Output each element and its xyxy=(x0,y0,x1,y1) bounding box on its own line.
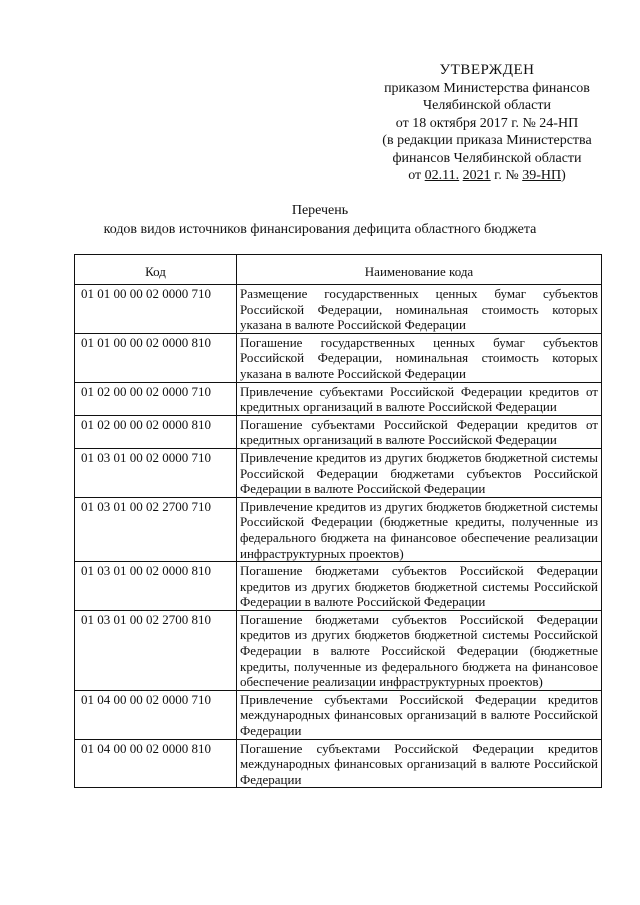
approval-amendment-year: 2021 xyxy=(462,168,491,183)
row-code: 01 02 00 00 02 0000 810 xyxy=(75,415,237,448)
approval-block xyxy=(362,62,612,185)
row-code: 01 03 01 00 02 2700 710 xyxy=(75,497,237,561)
approval-line-6-suffix: ) xyxy=(561,168,566,183)
table-row xyxy=(75,448,602,497)
row-code: 01 01 00 00 02 0000 710 xyxy=(75,285,237,334)
row-code: 01 03 01 00 02 0000 810 xyxy=(75,562,237,611)
title-line-2: кодов видов источников финансирования дефицита областного бюджета xyxy=(103,222,537,237)
row-name: Погашение субъектами Российской Федерации кредитов международных финансовых организаций в валюте Российской Федерации xyxy=(237,739,602,788)
approval-heading: УТВЕРЖДЕН xyxy=(439,62,535,78)
table-row xyxy=(75,415,602,448)
row-name: Погашение субъектами Российской Федерации кредитов от кредитных организаций в валюте Российской Федерации xyxy=(237,415,602,448)
row-code: 01 01 00 00 02 0000 810 xyxy=(75,333,237,382)
row-code: 01 03 01 00 02 2700 810 xyxy=(75,610,237,690)
row-name: Погашение государственных ценных бумаг субъектов Российской Федерации, номинальная стоимость которых указана в валюте Российской Федерации xyxy=(237,333,602,382)
table-row xyxy=(75,562,602,611)
header-name: Наименование кода xyxy=(237,255,602,285)
approval-line-3: от 18 октября 2017 г. № 24-НП xyxy=(395,115,579,131)
row-code: 01 03 01 00 02 0000 710 xyxy=(75,448,237,497)
table-row xyxy=(75,739,602,788)
table-row xyxy=(75,333,602,382)
table-row xyxy=(75,610,602,690)
row-name: Привлечение субъектами Российской Федерации кредитов от кредитных организаций в валюте Российской Федерации xyxy=(237,382,602,415)
row-name: Погашение бюджетами субъектов Российской Федерации кредитов из других бюджетов бюджетной системы Российской Федерации в валюте Российской Федерации xyxy=(237,562,602,611)
row-code: 01 04 00 00 02 0000 810 xyxy=(75,739,237,788)
document-title xyxy=(0,201,640,239)
row-name: Погашение бюджетами субъектов Российской Федерации кредитов из других бюджетов бюджетной системы Российской Федерации в валюте Российской Федерации (бюджетные кредиты, полученные из федерального бюджета на финансовое обеспечение реализации инфраструктурных проектов) xyxy=(237,610,602,690)
approval-line-1: приказом Министерства финансов xyxy=(384,80,590,96)
approval-amendment-number: 39-НП xyxy=(522,168,562,183)
approval-line-5: финансов Челябинской области xyxy=(392,150,582,166)
table-row xyxy=(75,497,602,561)
approval-line-6-prefix: от xyxy=(408,168,425,183)
approval-line-4: (в редакции приказа Министерства xyxy=(382,133,592,148)
row-name: Привлечение субъектами Российской Федерации кредитов международных финансовых организаций в валюте Российской Федерации xyxy=(237,690,602,739)
row-name: Привлечение кредитов из других бюджетов бюджетной системы Российской Федерации бюджетами субъектов Российской Федерации в валюте Российской Федерации xyxy=(237,448,602,497)
table-row xyxy=(75,382,602,415)
row-name: Размещение государственных ценных бумаг субъектов Российской Федерации, номинальная стоимость которых указана в валюте Российской Федерации xyxy=(237,285,602,334)
approval-amendment-date: 02.11. xyxy=(424,168,460,183)
approval-line-6 xyxy=(362,167,612,185)
approval-line-6-g: г. № xyxy=(490,168,523,183)
table-row xyxy=(75,285,602,334)
header-code: Код xyxy=(75,255,237,285)
table-header-row xyxy=(75,255,602,285)
codes-table xyxy=(74,254,602,788)
approval-line-2: Челябинской области xyxy=(423,98,551,113)
title-line-1: Перечень xyxy=(291,203,349,218)
row-code: 01 04 00 00 02 0000 710 xyxy=(75,690,237,739)
row-name: Привлечение кредитов из других бюджетов бюджетной системы Российской Федерации (бюджетные кредиты, полученные из федерального бюджета на финансовое обеспечение реализации инфраструктурных проектов) xyxy=(237,497,602,561)
row-code: 01 02 00 00 02 0000 710 xyxy=(75,382,237,415)
table-row xyxy=(75,690,602,739)
